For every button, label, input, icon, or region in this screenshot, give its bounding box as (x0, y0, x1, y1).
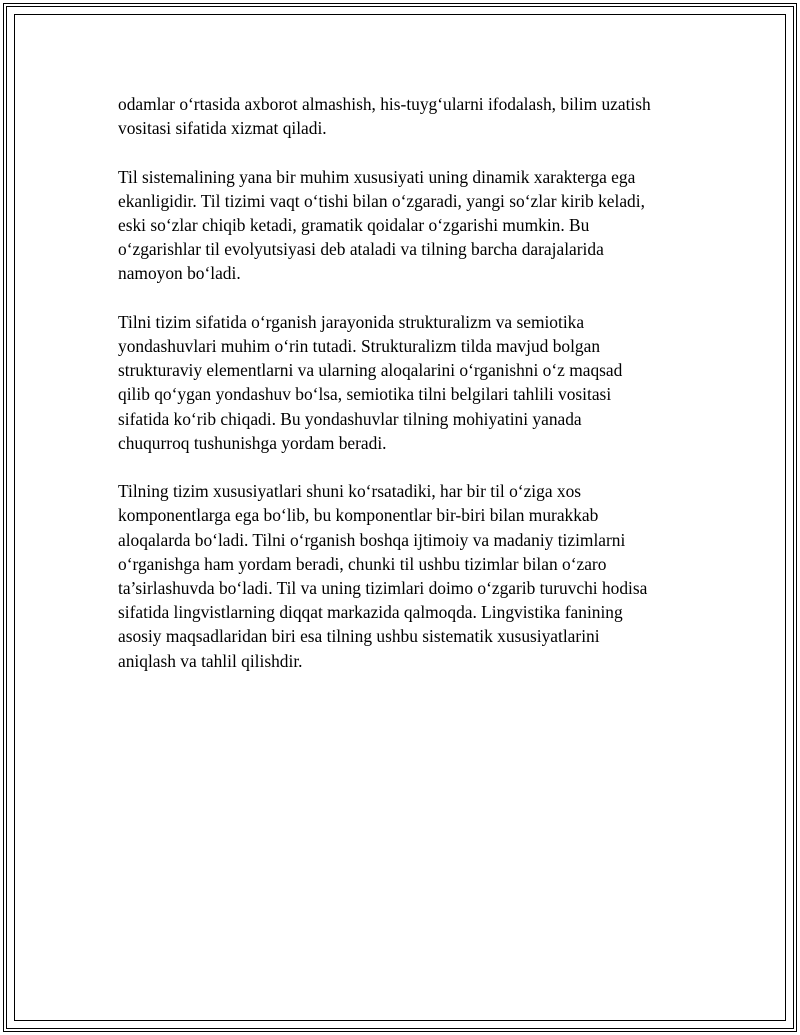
paragraph-2: Til sistemalining yana bir muhim xususiyati uning dinamik xarakterga ega ekanligidir. Til tizimi vaqt o‘tishi bilan o‘zgaradi, yangi so‘zlar kirib keladi, eski so‘zlar chiqib ketadi, gramatik qoidalar o‘zgarishi mumkin. Bu o‘zgarishlar til evolyutsiyasi deb ataladi va tilning barcha darajalarida namoyon bo‘ladi. (118, 166, 645, 284)
paragraph-4: Tilning tizim xususiyatlari shuni ko‘rsatadiki, har bir til o‘ziga xos komponentlarga ega bo‘lib, bu komponentlar bir-biri bilan murakkab aloqalarda bo‘ladi. Tilni o‘rganish boshqa ijtimoiy va madaniy tizimlarni o‘rganishga ham yordam beradi, chunki til ushbu tizimlar bilan o‘zaro ta’sirlashuvda bo‘ladi. Til va uning tizimlari doimo o‘zgarib turuvchi hodisa sifatida lingvistlarning diqqat markazida qalmoqda. Lingvistika fanining asosiy maqsadlaridan biri esa tilning ushbu sistematik xususiyatlarini aniqlash va tahlil qilishdir. (118, 481, 648, 671)
paragraph-3: Tilni tizim sifatida o‘rganish jarayonida strukturalizm va semiotika yondashuvlari muhim o‘rin tutadi. Strukturalizm tilda mavjud bolgan strukturaviy elementlarni va ularning aloqalarini o‘rganishni o‘z maqsad qilib qo‘ygan yondashuv bo‘lsa, semiotika tilni belgilari tahlili vositasi sifatida ko‘rib chiqadi. Bu yondashuvlar tilning mohiyatini yanada chuqurroq tushunishga yordam beradi. (118, 311, 623, 453)
paragraph-1: odamlar o‘rtasida axborot almashish, his-tuyg‘ularni ifodalash, bilim uzatish vositasi sifatida xizmat qiladi. (118, 94, 651, 139)
document-body (118, 92, 698, 697)
